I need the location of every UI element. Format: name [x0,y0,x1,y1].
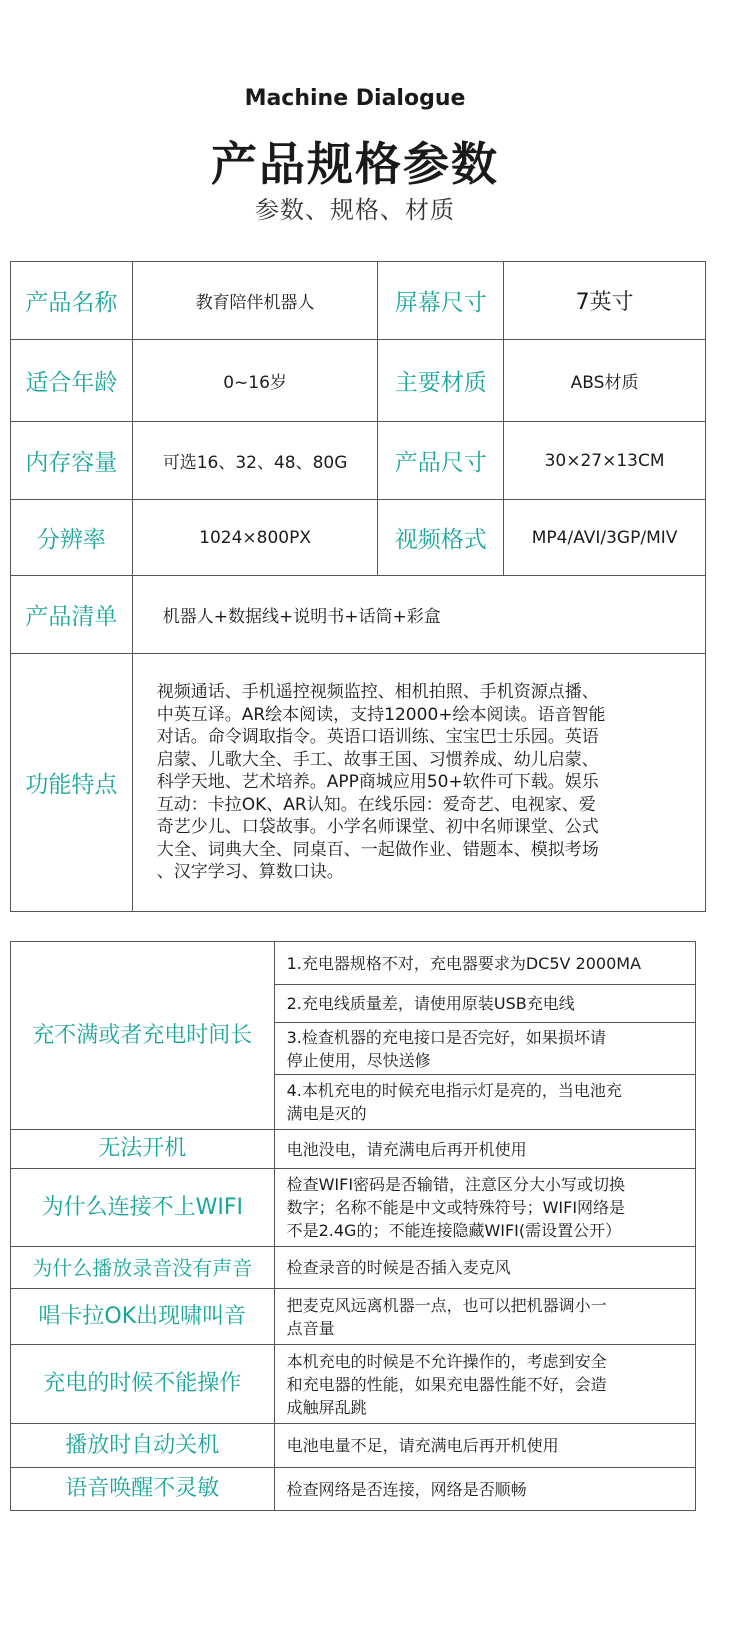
feature-line: 对话。命令调取指令。英语口语训练、宝宝巴士乐园。英语 [156,727,599,748]
spec-value-video-format: MP4/AVI/3GP/MIV [504,500,706,576]
faq-question-voice-wake: 语音唤醒不灵敏 [11,1468,275,1511]
faq-answer-line: 电池电量不足，请充满电后再开机使用 [286,1436,559,1455]
spec-row [11,576,706,654]
brand-name: Machine Dialogue [244,86,466,111]
faq-answer-line: 本机充电的时候是不允许操作的，考虑到安全 [286,1351,607,1371]
faq-answer-line: 把麦克风远离机器一点，也可以把机器调小一 [286,1295,607,1315]
spec-value-product-size: 30×27×13CM [504,422,706,500]
faq-question-auto-off: 播放时自动关机 [11,1424,275,1468]
faq-answer-wifi [274,1169,695,1247]
faq-answer-voice-wake [274,1468,695,1511]
faq-row [11,1130,696,1169]
spec-value-screen-size: 7英寸 [504,262,706,340]
faq-answer-charging-2 [274,985,695,1023]
faq-answer-auto-off [274,1424,695,1468]
faq-question-recording: 为什么播放录音没有声音 [11,1247,275,1289]
faq-answer-line: 电池没电，请充满电后再开机使用 [286,1139,527,1159]
faq-answer-karaoke [274,1289,695,1345]
page-subtitle: 参数、规格、材质 [255,196,455,224]
spec-label-resolution: 分辨率 [11,500,133,576]
spec-label-material: 主要材质 [378,340,504,422]
spec-label-memory: 内存容量 [11,422,133,500]
spec-label-features: 功能特点 [11,654,133,912]
spec-value-features [132,654,705,912]
faq-row [11,942,696,985]
faq-row [11,1345,696,1424]
faq-answer-charging-1 [274,942,695,985]
feature-line: 奇艺少儿、口袋故事。小学名师课堂、初中名师课堂、公式 [156,817,599,838]
faq-answer-line: 成触屏乱跳 [286,1397,367,1417]
spec-label-package: 产品清单 [11,576,133,654]
spec-value-memory: 可选16、32、48、80G [132,422,378,500]
faq-table [10,941,696,1511]
faq-question-charging: 充不满或者充电时间长 [11,942,275,1130]
faq-question-power-on: 无法开机 [11,1130,275,1169]
faq-answer-line: 1.充电器规格不对，充电器要求为DC5V 2000MA [286,953,642,973]
faq-answer-line: 2.充电线质量差，请使用原装USB充电线 [286,994,575,1013]
faq-answer-line: 检查WIFI密码是否输错，注意区分大小写或切换 [286,1175,626,1194]
faq-answer-power-on [274,1130,695,1169]
faq-row [11,1424,696,1468]
faq-row [11,1289,696,1345]
faq-answer-line: 检查录音的时候是否插入麦克风 [286,1258,511,1277]
faq-question-charging-operate: 充电的时候不能操作 [11,1345,275,1424]
faq-answer-line: 不是2.4G的；不能连接隐藏WIFI(需设置公开） [286,1221,622,1240]
feature-line: 科学天地、艺术培养。APP商城应用50+软件可下载。娱乐 [156,772,599,793]
faq-answer-line: 4.本机充电的时候充电指示灯是亮的，当电池充 [286,1081,622,1100]
feature-line: 大全、词典大全、同桌百、一起做作业、错题本、模拟考场 [156,839,599,860]
spec-value-product-name: 教育陪伴机器人 [132,262,378,340]
page-title: 产品规格参数 [211,137,499,191]
faq-answer-charging-3 [274,1023,695,1075]
spec-row [11,340,706,422]
spec-label-age: 适合年龄 [11,340,133,422]
faq-answer-line: 点音量 [286,1318,335,1338]
feature-line: 视频通话、手机遥控视频监控、相机拍照、手机资源点播、 [156,682,599,703]
spec-row [11,422,706,500]
faq-answer-recording [274,1247,695,1289]
faq-answer-line: 数字；名称不能是中文或特殊符号；WIFI网络是 [286,1198,626,1217]
spec-label-video-format: 视频格式 [378,500,504,576]
faq-answer-line: 3.检查机器的充电接口是否完好，如果损坏请 [286,1027,606,1047]
faq-row [11,1468,696,1511]
spec-label-product-name: 产品名称 [11,262,133,340]
spec-value-package: 机器人+数据线+说明书+话筒+彩盒 [132,576,705,654]
faq-row [11,1169,696,1247]
faq-answer-line: 停止使用，尽快送修 [286,1050,431,1070]
spec-value-material: ABS材质 [504,340,706,422]
feature-line: 、汉字学习、算数口诀。 [156,862,344,883]
faq-answer-line: 满电是灭的 [286,1104,367,1123]
faq-answer-line: 和充电器的性能，如果充电器性能不好，会造 [286,1374,607,1394]
spec-table [10,261,706,912]
faq-answer-charging-operate [274,1345,695,1424]
spec-row [11,654,706,912]
faq-answer-charging-4 [274,1075,695,1130]
faq-answer-line: 检查网络是否连接，网络是否顺畅 [286,1479,527,1499]
feature-line: 互动：卡拉OK、AR认知。在线乐园：爱奇艺、电视家、爱 [156,794,596,815]
faq-question-karaoke: 唱卡拉OK出现啸叫音 [11,1289,275,1345]
faq-question-wifi: 为什么连接不上WIFI [11,1169,275,1247]
faq-row [11,1247,696,1289]
spec-value-resolution: 1024×800PX [132,500,378,576]
spec-value-age: 0~16岁 [132,340,378,422]
spec-label-product-size: 产品尺寸 [378,422,504,500]
spec-label-screen-size: 屏幕尺寸 [378,262,504,340]
spec-row [11,262,706,340]
feature-line: 启蒙、儿歌大全、手工、故事王国、习惯养成、幼儿启蒙、 [156,749,599,770]
spec-row [11,500,706,576]
feature-line: 中英互译。AR绘本阅读，支持12000+绘本阅读。语音智能 [156,704,606,725]
